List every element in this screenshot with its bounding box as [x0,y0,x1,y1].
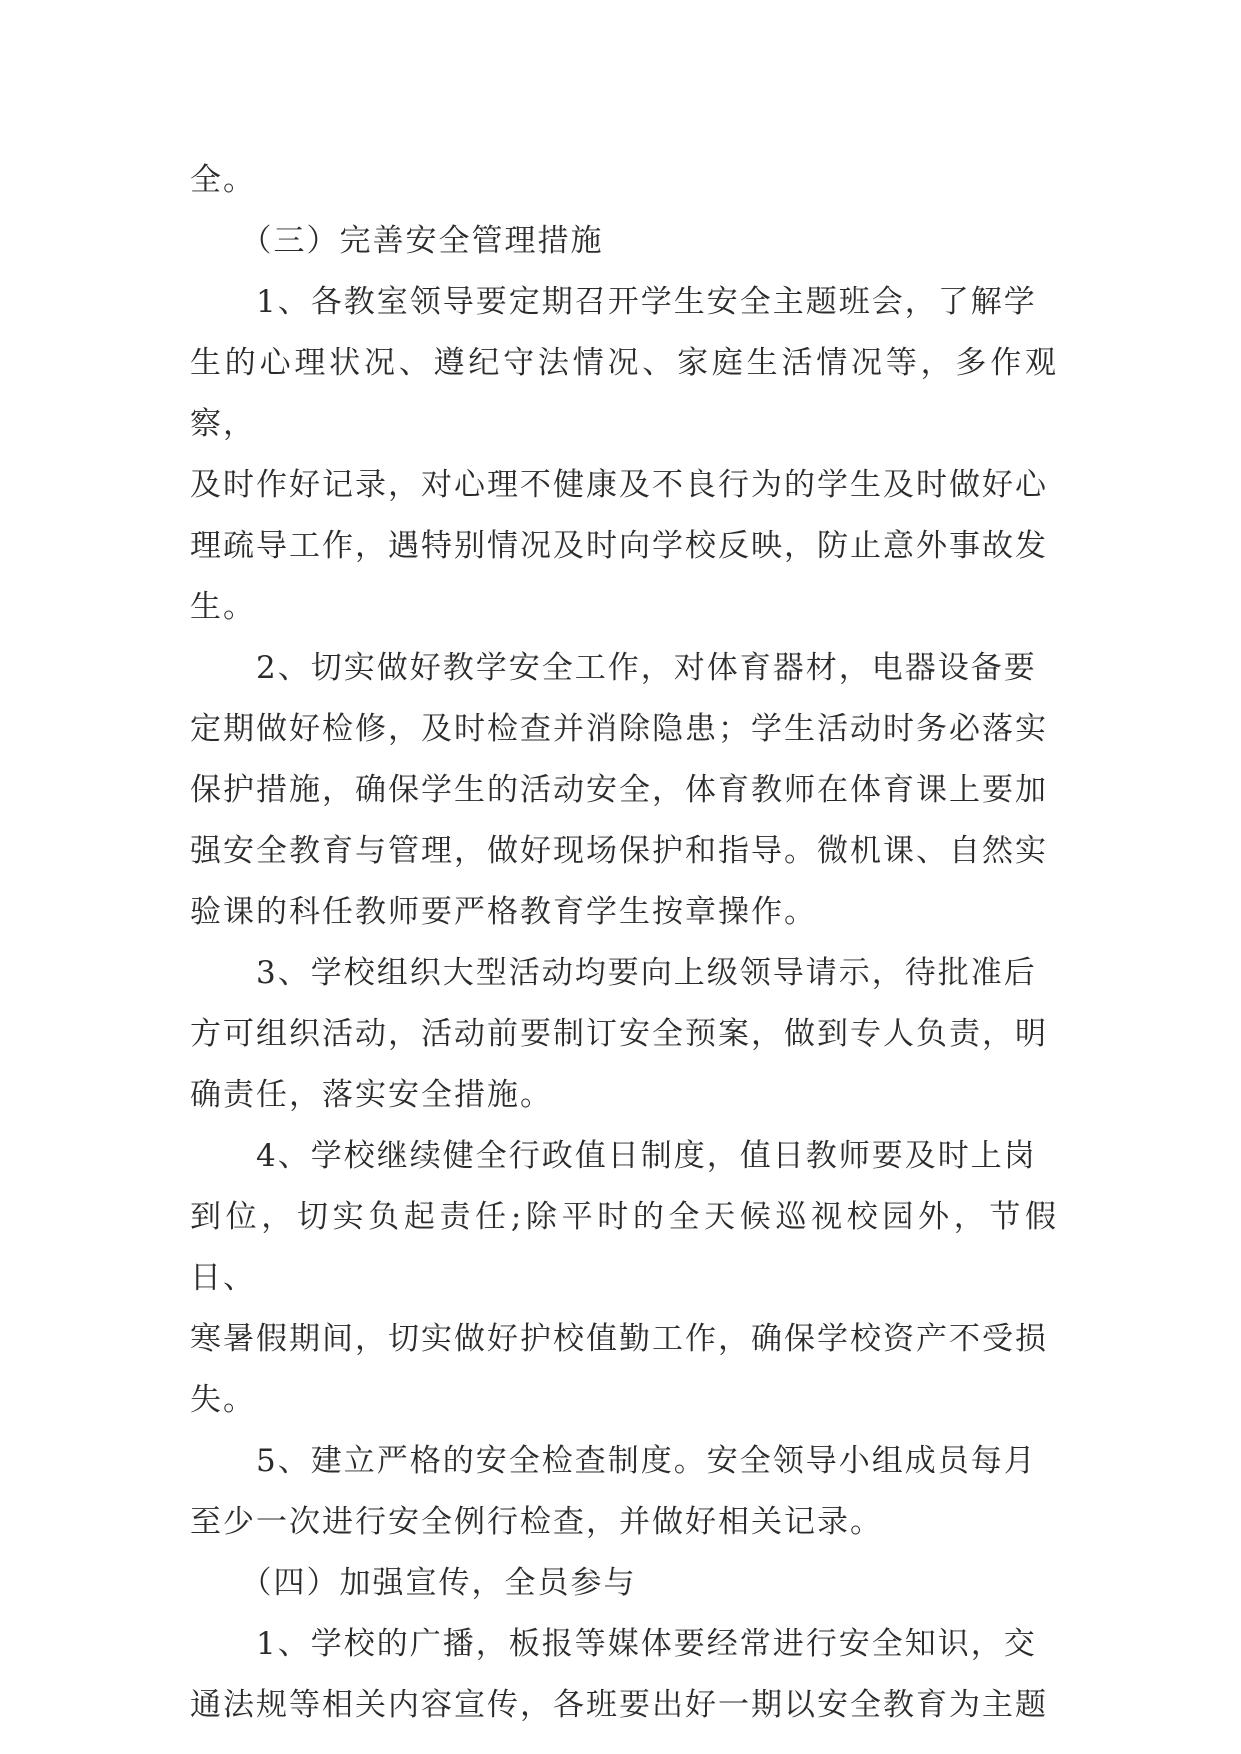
text-line: 强安全教育与管理，做好现场保护和指导。微机课、自然实 [190,833,1048,869]
text-line: 3、学校组织大型活动均要向上级领导请示，待批准后 [190,955,1037,991]
text-line: 验课的科任教师要严格教育学生按章操作。 [190,894,817,930]
text-line: 1、各教室领导要定期召开学生安全主题班会，了解学 [190,284,1037,320]
text-line: 理疏导工作，遇特别情况及时向学校反映，防止意外事故发 [190,528,1048,564]
text-line: 全。 [190,162,256,198]
text-line: 5、建立严格的安全检查制度。安全领导小组成员每月 [190,1443,1037,1479]
text-line: 至少一次进行安全例行检查，并做好相关记录。 [190,1504,883,1540]
text-line: 及时作好记录，对心理不健康及不良行为的学生及时做好心 [190,467,1048,503]
section-heading: （四）加强宣传，全员参与 [190,1565,637,1601]
text-line: 1、学校的广播，板报等媒体要经常进行安全知识，交 [190,1626,1037,1662]
text-line: 确责任，落实安全措施。 [190,1077,553,1113]
text-line: 方可组织活动，活动前要制订安全预案，做到专人负责，明 [190,1016,1048,1052]
text-line: 生。 [190,589,256,625]
document-body [190,150,1058,1736]
text-line: 2、切实做好教学安全工作，对体育器材，电器设备要 [190,650,1037,686]
text-line: 通法规等相关内容宣传，各班要出好一期以安全教育为主题 [190,1687,1048,1723]
text-line: 到位，切实负起责任;除平时的全天候巡视校园外，节假日、 [190,1199,1058,1296]
text-line: 生的心理状况、遵纪守法情况、家庭生活情况等，多作观察， [190,345,1058,442]
text-line: 4、学校继续健全行政值日制度，值日教师要及时上岗 [190,1138,1037,1174]
text-line: 寒暑假期间，切实做好护校值勤工作，确保学校资产不受损 [190,1321,1048,1357]
text-line: 失。 [190,1382,256,1418]
text-line: 保护措施，确保学生的活动安全，体育教师在体育课上要加 [190,772,1048,808]
section-heading: （三）完善安全管理措施 [190,223,604,259]
text-line: 定期做好检修，及时检查并消除隐患；学生活动时务必落实 [190,711,1048,747]
